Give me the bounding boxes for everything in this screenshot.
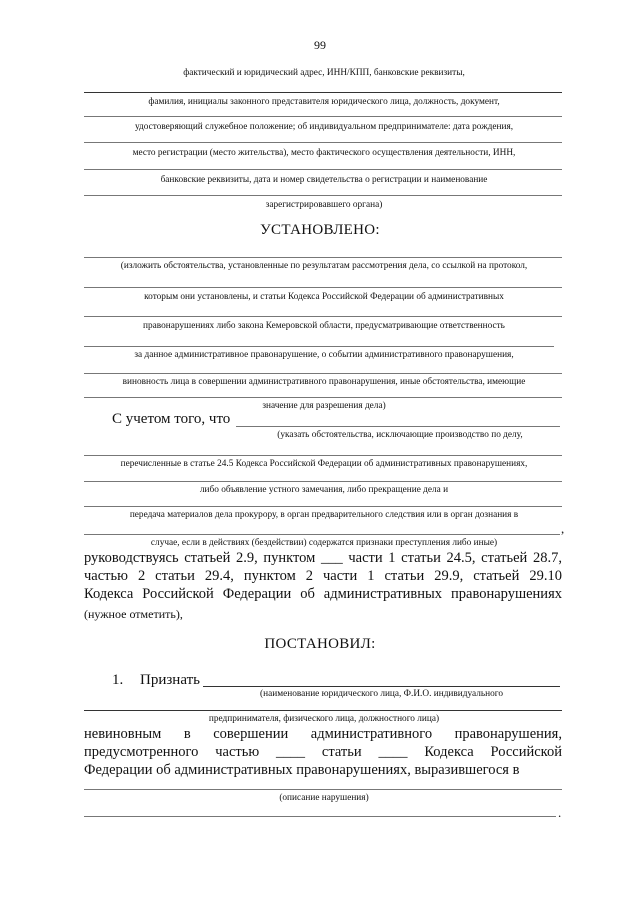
caption-registering-authority: зарегистрировавшего органа) [265, 200, 383, 210]
item-number: 1. [112, 672, 124, 688]
fill-line [84, 789, 562, 790]
line-end-comma: , [561, 521, 565, 536]
fill-line [84, 710, 562, 711]
caption-id-document: удостоверяющий служебное положение; об индивидуальном предпринимателе: дата рождения, [134, 122, 514, 132]
fill-line [84, 116, 562, 117]
fill-line [84, 142, 562, 143]
item-line-3: Федерации об административных правонарушениях, выразившегося в [84, 762, 520, 778]
guided-line-1: руководствуясь статьей 2.9, пунктом ___ части 1 статьи 24.5, статьей 28.7, [84, 550, 562, 566]
caption-person-type: предпринимателя, физического лица, должностного лица) [208, 714, 440, 724]
caption-article-24-5: перечисленные в статье 24.5 Кодекса Российской Федерации об административных правонарушениях, [120, 459, 528, 469]
guided-line-2: частью 2 статьи 29.4, пунктом 2 части 1 статьи 29.9, статьей 29.10 [84, 568, 562, 584]
item-line-2: предусмотренного частью ____ статьи ____ Кодекса Российской [84, 744, 562, 760]
fill-line [84, 195, 562, 196]
heading-established: УСТАНОВЛЕНО: [260, 222, 380, 238]
guided-line-3: Кодекса Российской Федерации об административных правонарушениях [84, 586, 562, 602]
caption-violation-description: (описание нарушения) [279, 793, 369, 803]
considering-lead: С учетом того, что [112, 411, 231, 427]
caption-articles: которым они установлены, и статьи Кодекса Российской Федерации об административных [144, 292, 504, 302]
fill-line [236, 426, 560, 427]
caption-registration: место регистрации (место жительства), место фактического осуществления деятельности, ИНН, [132, 148, 516, 158]
caption-representative: фамилия, инициалы законного представителя юридического лица, должность, документ, [148, 97, 500, 107]
page-number: 99 [314, 38, 326, 52]
caption-transfer: передача материалов дела прокурору, в орган предварительного следствия или в орган дознания в [129, 510, 519, 520]
caption-circumstances: (изложить обстоятельства, установленные по результатам рассмотрения дела, со ссылкой на протокол, [120, 261, 528, 271]
caption-crime-signs: случае, если в действиях (бездействии) содержатся признаки преступления либо иные) [150, 538, 498, 548]
fill-line [84, 816, 556, 817]
caption-significance: значение для разрешения дела) [262, 401, 386, 411]
fill-line [84, 455, 562, 456]
fill-line [203, 686, 560, 687]
caption-excluding-circumstances: (указать обстоятельства, исключающие производство по делу, [277, 430, 523, 440]
fill-line [84, 534, 560, 535]
caption-oral-remark: либо объявление устного замечания, либо прекращение дела и [199, 485, 449, 495]
item-lead: Признать [140, 672, 200, 688]
fill-line [84, 287, 562, 288]
caption-entity-name: (наименование юридического лица, Ф.И.О. индивидуального [260, 689, 503, 699]
fill-line [84, 346, 554, 347]
fill-line [84, 169, 562, 170]
fill-line [84, 481, 562, 482]
item-line-1: невиновным в совершении административного правонарушения, [84, 726, 562, 742]
fill-line [84, 257, 562, 258]
note-mark-needed: (нужное отметить), [84, 607, 183, 621]
heading-decided: ПОСТАНОВИЛ: [264, 636, 376, 652]
fill-line [84, 316, 562, 317]
caption-guilt: виновность лица в совершении административного правонарушения, иные обстоятельства, имеющие [122, 377, 526, 387]
line-end-period: . [558, 805, 562, 820]
fill-line [84, 397, 562, 398]
caption-address: фактический и юридический адрес, ИНН/КПП, банковские реквизиты, [183, 68, 465, 78]
caption-bank-details: банковские реквизиты, дата и номер свидетельства о регистрации и наименование [160, 175, 488, 185]
fill-line [84, 506, 562, 507]
caption-event: за данное административное правонарушение, о событии административного правонарушения, [134, 350, 514, 360]
fill-line [84, 373, 562, 374]
caption-regional-law: правонарушениях либо закона Кемеровской области, предусматривающие ответственность [143, 321, 505, 331]
fill-line [84, 92, 562, 93]
